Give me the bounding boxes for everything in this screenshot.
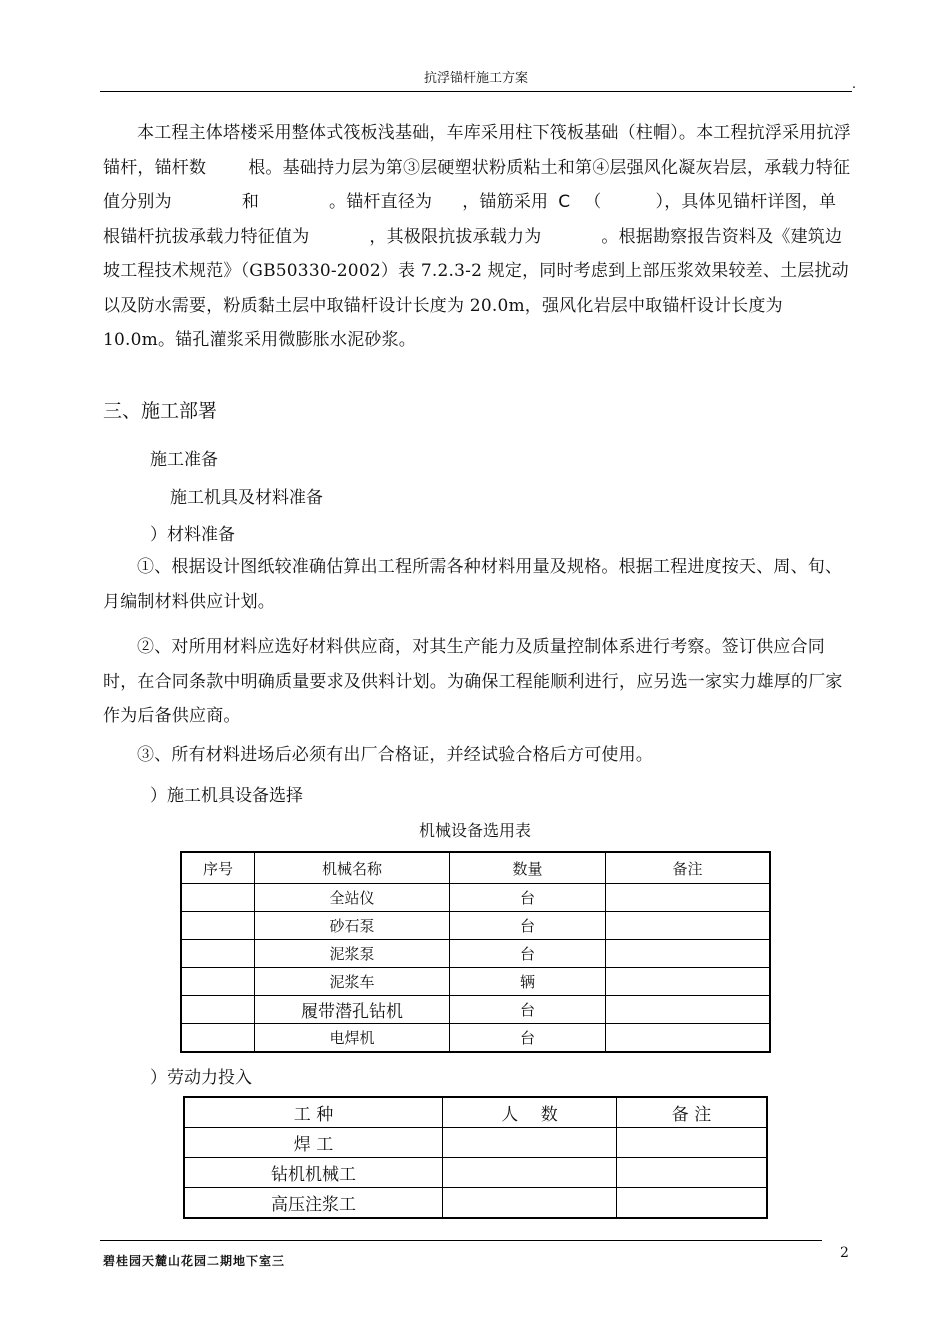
table-row <box>181 912 770 940</box>
table-cell: 高压注浆工 <box>184 1188 443 1219</box>
header-cell: 工 种 <box>184 1097 443 1128</box>
table-cell: 台 <box>450 940 606 968</box>
table-cell: 台 <box>450 996 606 1024</box>
table-cell: 辆 <box>450 968 606 996</box>
table-cell <box>606 1024 771 1053</box>
table-row <box>181 968 770 996</box>
material-item-1: ①、根据设计图纸较准确估算出工程所需各种材料用量及规格。根据工程进度按天、周、旬、月编制材料供应计划。 <box>103 557 843 612</box>
table-cell <box>617 1158 768 1188</box>
header-cell: 机械名称 <box>255 852 450 884</box>
subheading-machinery-materials: 施工机具及材料准备 <box>170 488 323 508</box>
table-cell <box>181 940 255 968</box>
table-cell: 台 <box>450 884 606 912</box>
table-row <box>181 884 770 912</box>
table-cell <box>443 1128 617 1158</box>
table-cell: 台 <box>450 912 606 940</box>
header-cell: 数量 <box>450 852 606 884</box>
labor-table <box>183 1096 768 1219</box>
subheading-labor: ）劳动力投入 <box>150 1068 252 1088</box>
material-item-2: ②、对所用材料应选好材料供应商，对其生产能力及质量控制体系进行考察。签订供应合同时，在合同条款中明确质量要求及供料计划。为确保工程能顺利进行，应另选一家实力雄厚的厂家作为后备供应商。 <box>103 637 843 726</box>
material-item-3: ③、所有材料进场后必须有出厂合格证，并经试验合格后方可使用。 <box>137 745 653 765</box>
table-cell <box>606 884 771 912</box>
table-cell: 焊 工 <box>184 1128 443 1158</box>
table-cell <box>443 1188 617 1219</box>
table-cell: 砂石泵 <box>255 912 450 940</box>
table-row <box>184 1188 767 1219</box>
table-cell <box>181 884 255 912</box>
header-cell: 备 注 <box>617 1097 768 1128</box>
header-cell: 备注 <box>606 852 771 884</box>
header-cell: 序号 <box>181 852 255 884</box>
table-cell: 台 <box>450 1024 606 1053</box>
table-cell <box>181 996 255 1024</box>
section-title: 三、施工部署 <box>103 400 218 422</box>
table-cell <box>606 912 771 940</box>
table-row <box>181 940 770 968</box>
header-dot: . <box>851 77 856 92</box>
equipment-table <box>180 851 771 1053</box>
table-cell <box>606 940 771 968</box>
footer-divider <box>100 1240 822 1241</box>
table-header-row <box>181 852 770 884</box>
table-cell: 泥浆车 <box>255 968 450 996</box>
footer-project: 碧桂园天麓山花园二期地下室三 <box>103 1254 286 1268</box>
table-cell: 全站仪 <box>255 884 450 912</box>
paragraph-intro: 本工程主体塔楼采用整体式筏板浅基础，车库采用柱下筏板基础（柱帽）。本工程抗浮采用抗浮锚杆，锚杆数 根。基础持力层为第③层硬塑状粉质粘土和第④层强风化凝灰岩层，承载力特征值分别为 和 。锚杆直径为 ，锚筋采用 C （ ），具体见锚杆详图，单根锚杆抗拔承载力特征值为 ，其极限抗拔承载力为 。根据勘察报告资料及《建筑边坡工程技术规范》（GB50330-2002）表 7.2.3-2 规定，同时考虑到上部压浆效果较差、土层扰动以及防水需要，粉质黏土层中取锚杆设计长度为 20.0m，强风化岩层中取锚杆设计长度为 10.0m。锚孔灌浆采用微膨胀水泥砂浆。 <box>103 123 851 350</box>
table-cell <box>443 1158 617 1188</box>
table-cell <box>606 996 771 1024</box>
subheading-preparation: 施工准备 <box>150 450 218 470</box>
table-cell <box>617 1128 768 1158</box>
page-number: 2 <box>840 1245 849 1261</box>
subheading-materials: ）材料准备 <box>150 525 235 545</box>
header-title: 抗浮锚杆施工方案 <box>423 71 528 86</box>
page-header <box>100 70 856 92</box>
table-cell: 履带潜孔钻机 <box>255 996 450 1024</box>
table-header-row <box>184 1097 767 1128</box>
table-cell <box>606 968 771 996</box>
table-cell <box>181 1024 255 1053</box>
table-cell: 电焊机 <box>255 1024 450 1053</box>
table-row <box>181 996 770 1024</box>
table-caption: 机械设备选用表 <box>418 821 531 840</box>
table-row <box>181 1024 770 1053</box>
table-cell: 钻机机械工 <box>184 1158 443 1188</box>
table-cell <box>181 912 255 940</box>
table-row <box>184 1158 767 1188</box>
table-cell <box>181 968 255 996</box>
subheading-equipment: ）施工机具设备选择 <box>150 786 303 806</box>
header-cell: 人 数 <box>443 1097 617 1128</box>
table-cell <box>617 1188 768 1219</box>
table-row <box>184 1128 767 1158</box>
table-cell: 泥浆泵 <box>255 940 450 968</box>
